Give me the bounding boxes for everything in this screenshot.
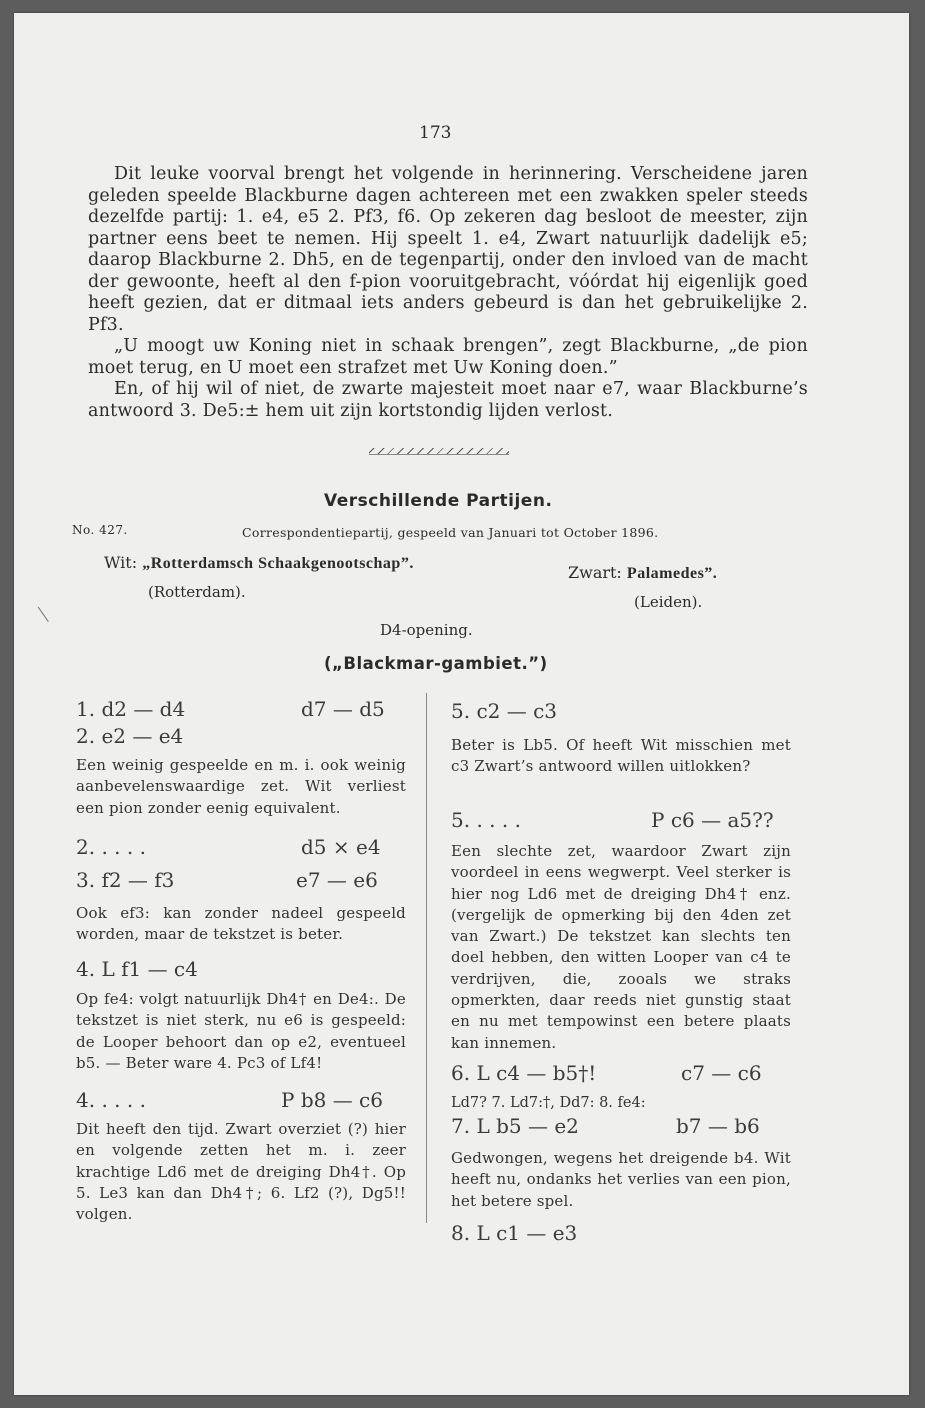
move-black: e7 — e6 (296, 868, 378, 892)
ornamental-divider (369, 448, 509, 455)
intro-text (88, 164, 808, 422)
book-page (14, 13, 909, 1395)
move-black: d5 × e4 (301, 835, 381, 859)
black-label: Zwart: (568, 563, 622, 582)
page-number: 173 (419, 123, 452, 143)
annotation (76, 1119, 406, 1225)
game-description: Correspondentiepartij, gespeeld van Januari tot October 1896. (242, 525, 659, 540)
annotation (451, 1148, 791, 1212)
move-white: 3. f2 — f3 (76, 868, 175, 892)
black-player (568, 563, 717, 583)
annotation-text: Gedwongen, wegens het dreigende b4. Wit heeft nu, ondanks het verlies van een pion, het betere spel. (451, 1149, 791, 1210)
column-divider (426, 693, 427, 1223)
annotation (76, 989, 406, 1074)
intro-paragraph-2: „U moogt uw Koning niet in schaak brengen”, zegt Blackburne, „de pion moet terug, en U moet een strafzet met Uw Koning doen.” (88, 336, 808, 378)
annotation (76, 755, 406, 819)
annotation-variation: Ld7? 7. Ld7:†, Dd7: 8. fe4: (451, 1095, 646, 1111)
annotation-text: Een slechte zet, waardoor Zwart zijn voordeel in eens wegwerpt. Veel sterker is hier nog Ld6 met de dreiging Dh4† enz. (vergelijk de opmerking bij den 4den zet van Zwart.) De tekstzet kan slechts ten doel hebben, den witten Looper van c4 te verdrijven, die, zooals we straks opmerkten, daar reeds niet gunstig staat en nu met tempowinst een betere plaats kan innemen. (451, 842, 791, 1052)
move-white: 7. L b5 — e2 (451, 1114, 579, 1138)
annotation-text: Beter is Lb5. Of heeft Wit misschien met c3 Zwart’s antwoord willen uitlokken? (451, 736, 791, 776)
annotation-text: Een weinig gespeelde en m. i. ook weinig aanbevelenswaardige zet. Wit verliest een pion zonder eenig equivalent. (76, 756, 406, 817)
move-white: 2. e2 — e4 (76, 724, 184, 748)
annotation (451, 735, 791, 778)
move-white: 5. c2 — c3 (451, 699, 558, 723)
annotation (451, 841, 791, 1054)
move-white: 8. L c1 — e3 (451, 1221, 578, 1245)
move-white: 2. . . . . (76, 835, 146, 859)
white-player (104, 553, 414, 573)
black-city: (Leiden). (634, 593, 703, 611)
intro-paragraph-3: En, of hij wil of niet, de zwarte majesteit moet naar e7, waar Blackburne’s antwoord 3. De5:± hem uit zijn kortstondig lijden verlost. (88, 379, 808, 421)
opening: D4-opening. (380, 621, 473, 639)
move-black: d7 — d5 (301, 697, 385, 721)
margin-mark (38, 602, 56, 622)
opening-name: („Blackmar-gambiet.”) (324, 654, 548, 673)
move-black: c7 — c6 (681, 1061, 762, 1085)
annotation-text: Ook ef3: kan zonder nadeel gespeeld worden, maar de tekstzet is beter. (76, 904, 406, 944)
move-white: 4. . . . . (76, 1088, 146, 1112)
move-black: b7 — b6 (676, 1114, 760, 1138)
intro-paragraph-1: Dit leuke voorval brengt het volgende in herinnering. Verscheidene jaren geleden speelde Blackburne dagen achtereen met een zwakken speler steeds dezelfde partij: 1. e4, e5 2. Pf3, f6. Op zekeren dag besloot de meester, zijn partner eens beet te nemen. Hij speelt 1. e4, Zwart natuurlijk dadelijk e5; daarop Blackburne 2. Dh5, en de tegenpartij, onder den invloed van de macht der gewoonte, heeft al den f-pion vooruitgebracht, vóórdat hij eigenlijk goed heeft gezien, dat er ditmaal iets anders gebeurd is dan het gebruikelijke 2. Pf3. (88, 164, 808, 335)
move-white: 6. L c4 — b5†! (451, 1061, 597, 1085)
white-name: „Rotterdamsch Schaakgenootschap”. (142, 555, 414, 572)
white-city: (Rotterdam). (148, 583, 246, 601)
move-white: 1. d2 — d4 (76, 697, 186, 721)
move-black: P b8 — c6 (281, 1088, 383, 1112)
annotation-text: Dit heeft den tijd. Zwart overziet (?) hier en volgende zetten het m. i. zeer krachtige Ld6 met de dreiging Dh4†. Op 5. Le3 kan dan Dh4†; 6. Lf2 (?), Dg5!! volgen. (76, 1120, 406, 1224)
black-name: Palamedes”. (626, 565, 718, 582)
move-white: 5. . . . . (451, 808, 521, 832)
white-label: Wit: (104, 553, 138, 572)
annotation (76, 903, 406, 946)
annotation-text: Op fe4: volgt natuurlijk Dh4† en De4:. De tekstzet is niet sterk, nu e6 is gespeeld: de Looper behoort dan op e2, eventueel b5. — Beter ware 4. Pc3 of Lf4! (76, 990, 406, 1072)
section-title: Verschillende Partijen. (324, 491, 553, 511)
move-black: P c6 — a5?? (651, 808, 774, 832)
move-white: 4. L f1 — c4 (76, 957, 198, 981)
game-number: No. 427. (72, 523, 128, 537)
